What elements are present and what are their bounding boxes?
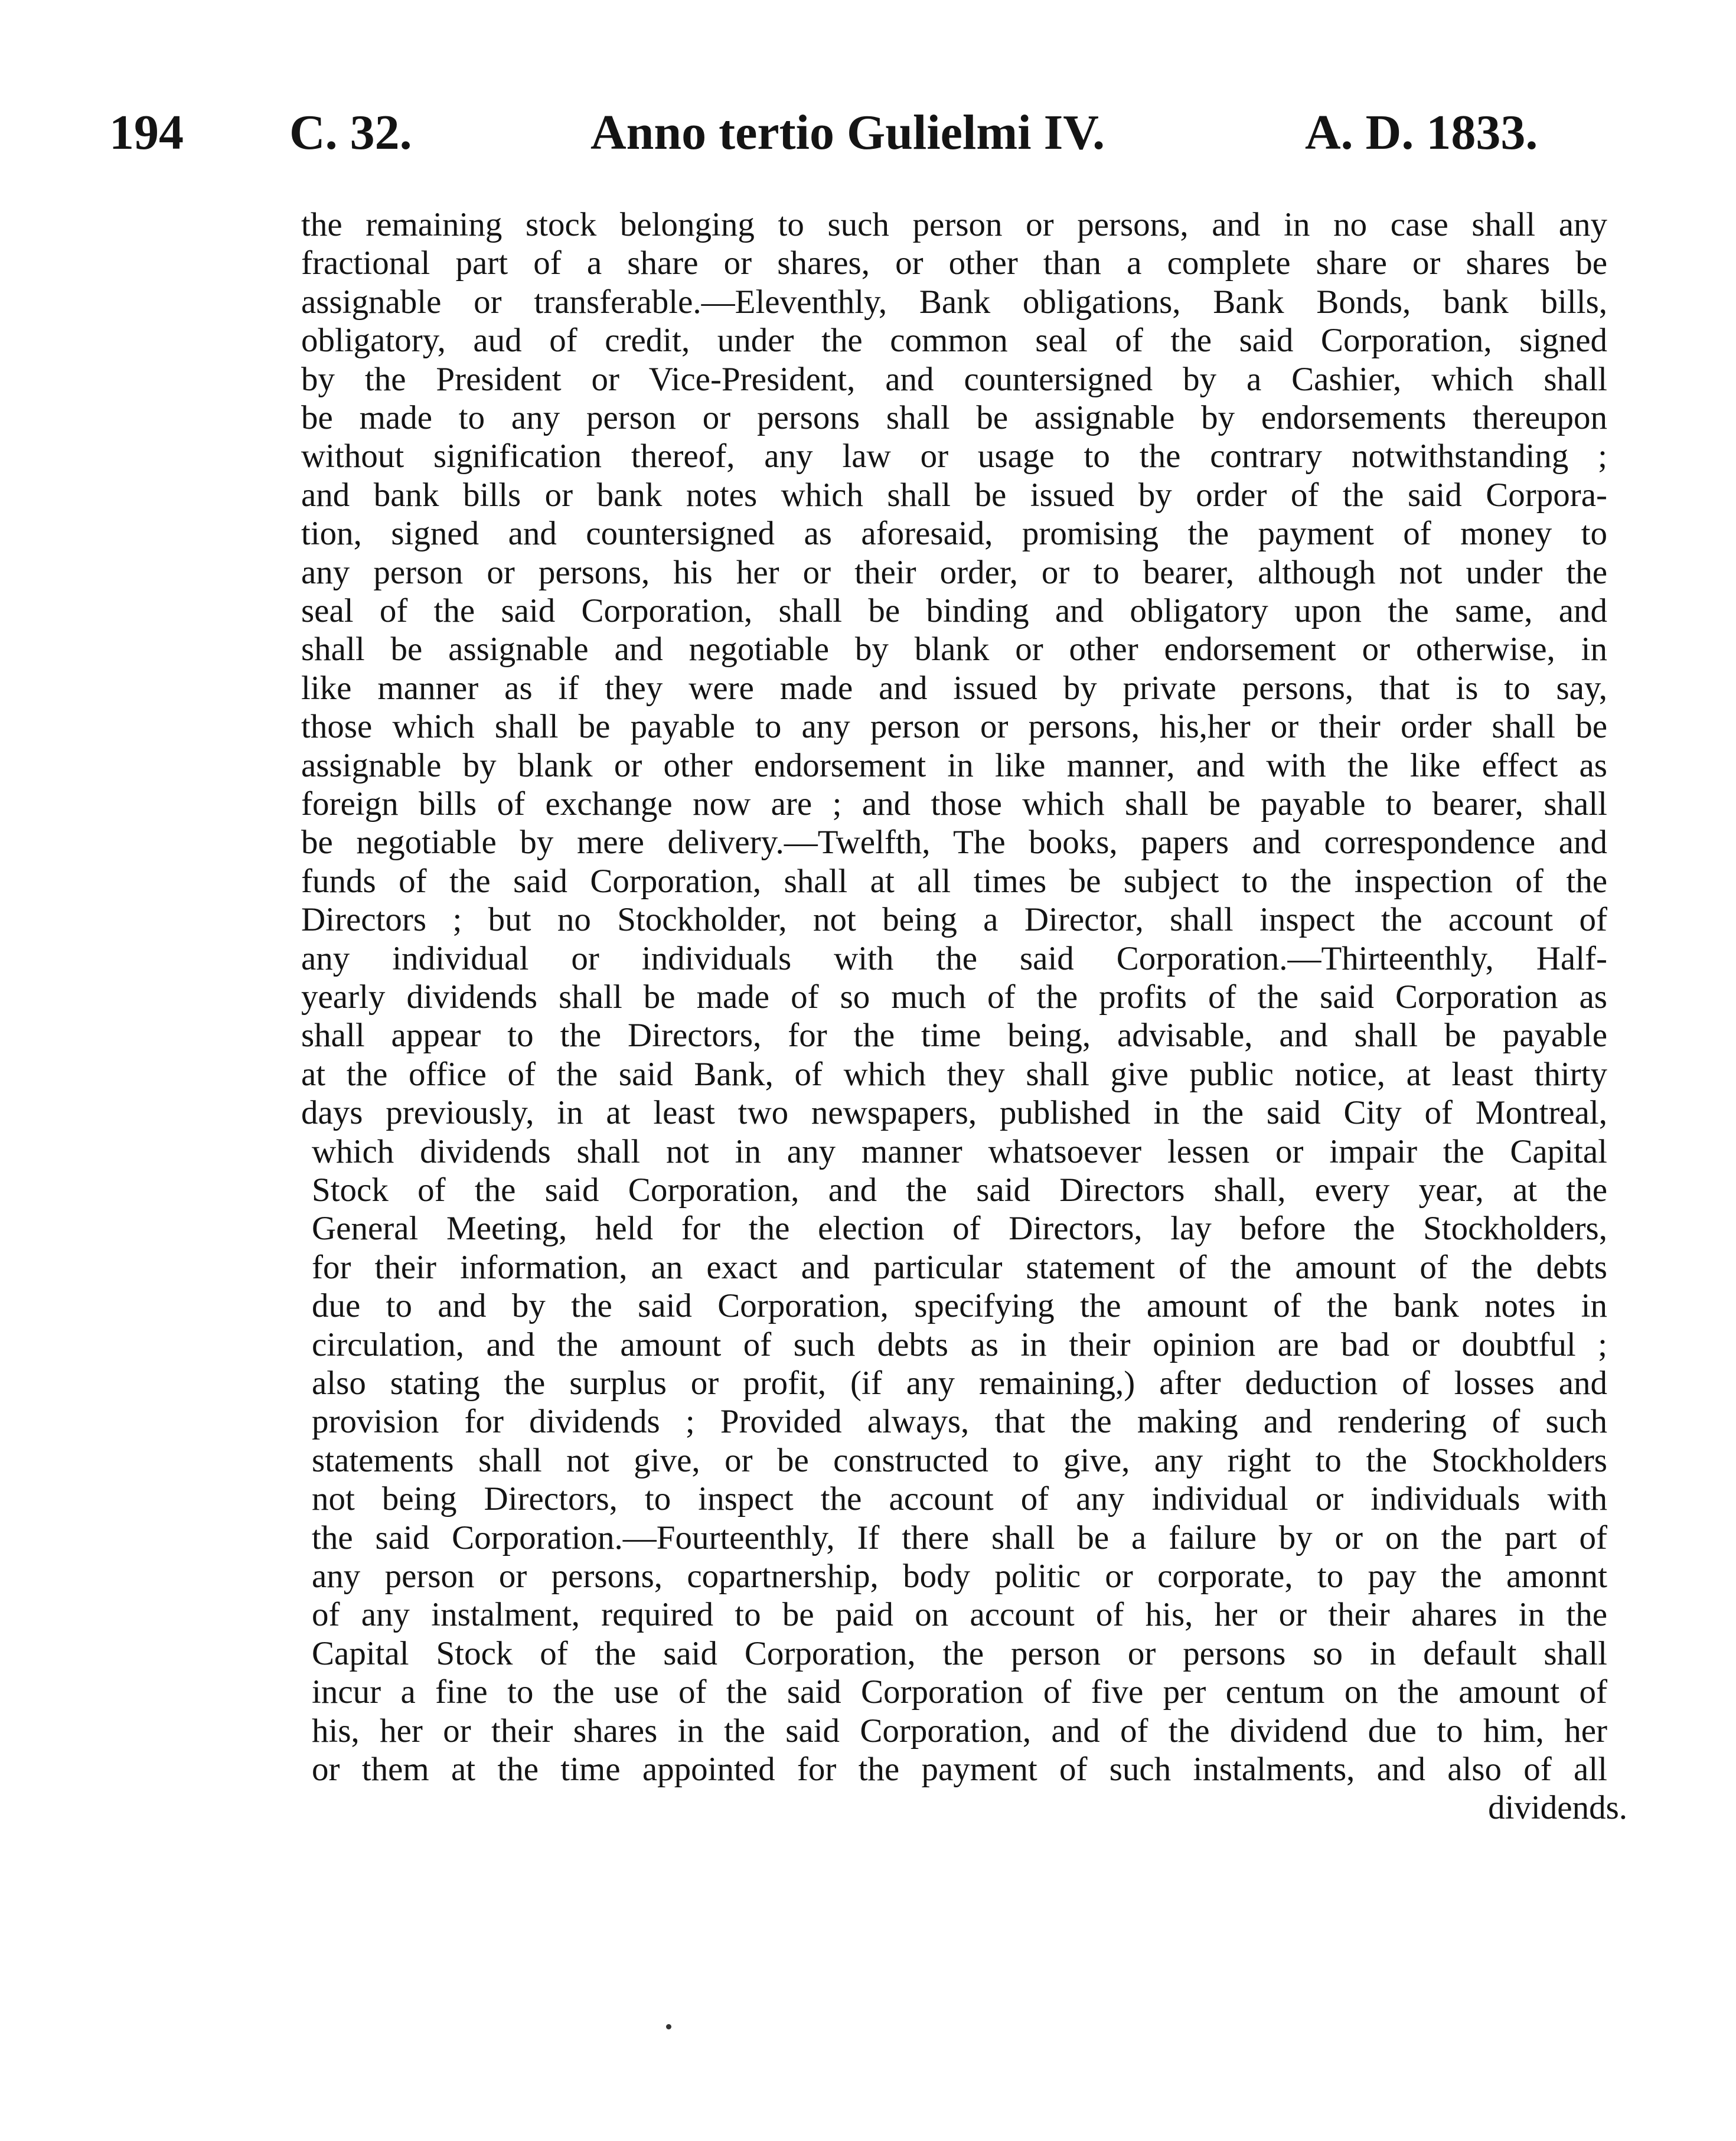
text-line: any person or persons, copartnership, body politic or corporate, to pay the amonnt [312,1558,1607,1595]
text-line: shall be assignable and negotiable by blank or other endorsement or otherwise, in [301,631,1607,668]
text-line: provision for dividends ; Provided always, that the making and rendering of such [312,1403,1607,1440]
text-line: and bank bills or bank notes which shall be issued by order of the said Corpora- [301,476,1607,514]
text-line: any person or persons, his her or their order, or to bearer, although not under the [301,554,1607,591]
text-line: assignable by blank or other endorsement in like manner, and with the like effect as [301,747,1607,784]
text-line: which dividends shall not in any manner whatsoever lessen or impair the Capital [312,1133,1607,1170]
text-line: obligatory, aud of credit, under the common seal of the said Corporation, signed [301,322,1607,359]
text-line: Directors ; but no Stockholder, not being a Director, shall inspect the account of [301,901,1607,938]
text-line: without signification thereof, any law or usage to the contrary notwithstanding ; [301,438,1607,475]
text-line: those which shall be payable to any person or persons, his,her or their order shall be [301,708,1607,745]
text-line: shall appear to the Directors, for the time being, advisable, and shall be payable [301,1017,1607,1054]
text-line: be made to any person or persons shall be assignable by endorsements thereupon [301,399,1607,436]
ink-speck [666,2024,671,2029]
text-line: days previously, in at least two newspapers, published in the said City of Montreal, [301,1094,1607,1131]
text-line: the remaining stock belonging to such person or persons, and in no case shall any [301,206,1607,243]
text-line: Capital Stock of the said Corporation, the person or persons so in default shall [312,1635,1607,1672]
text-line: for their information, an exact and particular statement of the amount of the debts [312,1249,1607,1286]
text-line: by the President or Vice-President, and countersigned by a Cashier, which shall [301,361,1607,398]
running-title: Anno tertio Gulielmi IV. [590,105,1105,160]
text-line: assignable or transferable.—Eleventhly, Bank obligations, Bank Bonds, bank bills, [301,283,1607,321]
text-line: seal of the said Corporation, shall be binding and obligatory upon the same, and [301,592,1607,629]
year-heading: A. D. 1833. [1305,105,1538,160]
chapter-number: C. 32. [289,105,412,160]
text-line: or them at the time appointed for the payment of such instalments, and also of all [312,1751,1607,1788]
text-line: any individual or individuals with the said Corporation.—Thirteenthly, Half- [301,940,1607,977]
text-line: also stating the surplus or profit, (if any remaining,) after deduction of losses and [312,1365,1607,1402]
text-line: be negotiable by mere delivery.—Twelfth, The books, papers and correspondence and [301,824,1607,861]
text-line: like manner as if they were made and issued by private persons, that is to say, [301,670,1607,707]
text-line: due to and by the said Corporation, specifying the amount of the bank notes in [312,1287,1607,1324]
text-line: at the office of the said Bank, of which they shall give public notice, at least thirty [301,1056,1607,1093]
text-line: dividends. [1488,1789,1627,1826]
running-head [0,100,1736,171]
text-line: foreign bills of exchange now are ; and those which shall be payable to bearer, shall [301,785,1607,823]
text-line: statements shall not give, or be constructed to give, any right to the Stockholders [312,1442,1607,1479]
page-number: 194 [109,105,184,160]
text-line: circulation, and the amount of such debts as in their opinion are bad or doubtful ; [312,1326,1607,1363]
text-line: yearly dividends shall be made of so much of the profits of the said Corporation as [301,978,1607,1016]
text-line: General Meeting, held for the election of Directors, lay before the Stockholders, [312,1210,1607,1247]
text-line: funds of the said Corporation, shall at all times be subject to the inspection of the [301,863,1607,900]
text-line: tion, signed and countersigned as aforesaid, promising the payment of money to [301,515,1607,552]
text-line: Stock of the said Corporation, and the said Directors shall, every year, at the [312,1171,1607,1209]
text-line: of any instalment, required to be paid on account of his, her or their ahares in the [312,1596,1607,1633]
text-line: fractional part of a share or shares, or other than a complete share or shares be [301,244,1607,282]
text-line: not being Directors, to inspect the account of any individual or individuals with [312,1480,1607,1517]
text-line: the said Corporation.—Fourteenthly, If there shall be a failure by or on the part of [312,1519,1607,1556]
text-line: incur a fine to the use of the said Corporation of five per centum on the amount of [312,1673,1607,1711]
text-line: his, her or their shares in the said Corporation, and of the dividend due to him, her [312,1712,1607,1750]
